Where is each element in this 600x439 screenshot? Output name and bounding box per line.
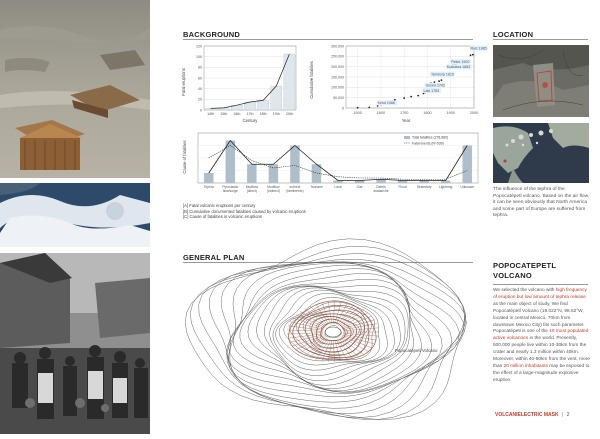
chart-b-xtick: 1900	[446, 111, 455, 115]
highlight-text: 10 most populated active volcanoes	[493, 329, 589, 342]
chart-c-xtick: Mudflow	[267, 185, 280, 189]
chart-c-ylabel: Cause of fatalities	[182, 140, 187, 174]
chart-c-xtick: Seismicity	[416, 185, 432, 189]
chart-b-point	[438, 80, 440, 82]
caption-b: [B] Cumulative documented fatalities caused by volcanic eruptions	[183, 208, 306, 214]
chart-b-point	[410, 96, 412, 98]
chart-c-xtick: Lava	[334, 185, 342, 189]
chart-c-xtick: Mudflow	[245, 185, 258, 189]
chart-b-point	[403, 97, 405, 99]
chart-c-xtick: (direct)	[246, 189, 257, 193]
chart-a-bar	[284, 54, 295, 110]
chart-a-bar	[205, 108, 216, 110]
chart-a-bar	[258, 100, 269, 110]
chart-a-xtick: 18th	[259, 112, 267, 116]
chart-c-xtick: Tsunami	[310, 185, 323, 189]
highlight-text: 20 million inhabitants	[503, 363, 548, 369]
chart-b-xtick: 1800	[423, 111, 432, 115]
chart-a-xtick: 17th	[246, 112, 254, 116]
footer-page-number: 2	[566, 412, 570, 418]
chart-c-xtick: Flood	[398, 185, 407, 189]
chart-b-point	[441, 79, 443, 81]
chart-b-ytick: 300,000	[331, 44, 344, 49]
crater-hatch-ring	[299, 310, 365, 356]
page-footer	[495, 412, 570, 418]
contour-line	[228, 262, 459, 402]
tephra-dispersion-map	[493, 123, 589, 183]
chart-b-annotation: Pelee 1902	[451, 59, 470, 64]
chart-a-xtick: 15th	[220, 112, 228, 116]
chart-c-bar	[290, 146, 299, 184]
chart-a-xtick: 14th	[207, 112, 215, 116]
caption-c: [C] Cause of fatalities in volcanic eruptions	[183, 214, 262, 220]
contour-line	[221, 262, 464, 409]
chart-c-legend-label: Total fatalities (278,880)	[412, 135, 448, 140]
background-divider	[183, 39, 473, 40]
volcano-heading-line-1: POPOCATEPETL	[493, 261, 557, 270]
volcano-heading-line-2: VOLCANO	[493, 271, 532, 280]
chart-b-ytick: 50,000	[333, 95, 344, 100]
volcano-heading	[493, 261, 556, 281]
villagers-historic-photo	[0, 253, 150, 434]
volcano-paragraph	[493, 288, 591, 385]
chart-b-ytick: 150,000	[331, 75, 344, 80]
chart-b-point	[357, 107, 359, 109]
chart-c-xtick: (famine/etc)	[286, 189, 304, 193]
chart-b-point	[417, 95, 419, 97]
crater-rim	[325, 327, 341, 337]
chart-c-xtick: Gas	[356, 185, 363, 189]
crater-hatch-ray	[343, 333, 379, 336]
chart-a-ytick: 20	[198, 97, 202, 102]
ash-covered-village-photo	[0, 0, 150, 178]
chart-b-annotation: Kelut 1586	[377, 101, 395, 106]
volcano-divider	[493, 284, 588, 285]
satellite-cloud-photo	[0, 183, 150, 247]
chart-a-ytick: 80	[198, 65, 202, 70]
body-text: as the main object of study. We find Popocatépetl Volcano (19.022°N, 98.62°W, located in central Mexico, 70km from downtown Mexico City) fits such parameter. Popocatépetl is one of the	[493, 301, 585, 335]
chart-b-cumulative-fatalities	[309, 42, 487, 124]
chart-c-bar	[204, 173, 213, 183]
chart-c-xtick: flow/surge	[222, 189, 238, 193]
chart-c-xtick: Lightning	[438, 185, 453, 189]
chart-b-point	[470, 54, 472, 56]
chart-c-xtick: Tephra	[203, 185, 214, 189]
chart-b-annotation: Tambora 1815	[430, 72, 454, 77]
background-heading: BACKGROUND	[183, 30, 240, 39]
chart-c-xtick: (indirect)	[266, 189, 280, 193]
chart-b-xtick: 1500	[353, 111, 362, 115]
satellite-map-mexico	[493, 45, 589, 117]
chart-a-xtick: 19th	[272, 112, 280, 116]
chart-b-annotation: Krakatoa 1883	[446, 65, 471, 70]
chart-c-legend-swatch	[404, 136, 410, 139]
highlight-text: high frequency of eruption but low amount of tephra release	[493, 288, 587, 300]
chart-a-ytick: 120	[196, 44, 202, 49]
chart-b-ytick: 0	[342, 106, 344, 111]
chart-a-xtick: 20th	[285, 112, 293, 116]
chart-b-ylabel: Cumulative fatalities	[309, 61, 314, 99]
plan-volcano-label: Popocatépetl Volcano	[395, 348, 438, 353]
location-divider	[493, 39, 588, 40]
footer-separator: |	[562, 412, 564, 418]
chart-a-fatal-eruptions	[182, 42, 300, 124]
footer-title: VOLCANIELECTRIC MASK	[495, 412, 559, 418]
chart-b-point	[368, 106, 370, 108]
chart-a-ylabel: Fatal eruptions	[181, 68, 186, 96]
chart-c-cause-of-fatalities	[182, 127, 482, 199]
chart-a-ytick: 60	[198, 76, 202, 81]
chart-b-annotation: Unzen 1792	[425, 83, 445, 88]
chart-captions	[183, 203, 433, 220]
chart-a-ytick: 0	[200, 108, 202, 113]
chart-c-xtick: Indirect	[289, 185, 301, 189]
chart-b-annotation: Laki 1783	[423, 88, 440, 93]
chart-b-xtick: 1600	[376, 111, 386, 115]
chart-b-annotation: Ruiz 1985	[470, 46, 487, 51]
topographic-contour-plan	[183, 264, 478, 416]
chart-c-bar	[226, 141, 235, 184]
contour-line	[190, 246, 464, 419]
location-description: The influence of the tephra of the Popocatépetl volcano. Based on the air flow, it can be seen obviously that North America and some part of Europe are suffered from tephra.	[493, 187, 590, 219]
body-text: in the world. Presently, 500,000 people live within 10-30km from the crater and nearly 1.3 million within 40km. Moreover, within 40-80km from the vent, more than	[493, 336, 590, 369]
chart-a-bar	[271, 86, 282, 110]
chart-a-xlabel: Century	[242, 118, 258, 123]
body-text: may be exposed to the effect of a large-magnitude explosive eruption.	[493, 363, 590, 383]
chart-b-ytick: 200,000	[331, 64, 344, 69]
chart-c-xtick: Unknown	[460, 185, 475, 189]
chart-c-xtick: avalanche	[373, 189, 389, 193]
chart-b-ytick: 250,000	[331, 54, 344, 59]
general-plan-heading: GENERAL PLAN	[183, 253, 245, 262]
contour-line	[185, 239, 465, 420]
location-heading: LOCATION	[493, 30, 534, 39]
caption-a: [A] Fatal volcanic eruptions per century	[183, 203, 256, 208]
body-text: We selected the volcano with	[493, 288, 556, 293]
chart-c-xtick: Pyroclastic	[222, 185, 239, 189]
chart-b-point	[472, 54, 474, 56]
crater-hatch-ray	[328, 302, 332, 324]
chart-b-xlabel: Year	[401, 118, 411, 123]
chart-b-ytick: 100,000	[331, 85, 344, 90]
chart-c-bar	[247, 164, 256, 183]
chart-c-legend-label: Fatal events (N=530)	[412, 141, 444, 146]
chart-c-xtick: Debris	[376, 185, 386, 189]
chart-b-xtick: 1700	[399, 111, 409, 115]
chart-a-ytick: 40	[198, 86, 202, 91]
chart-b-xtick: 2000	[469, 111, 479, 115]
chart-a-xtick: 16th	[233, 112, 241, 116]
crater-hatch-ring	[321, 323, 345, 341]
chart-a-ytick: 100	[196, 54, 202, 59]
